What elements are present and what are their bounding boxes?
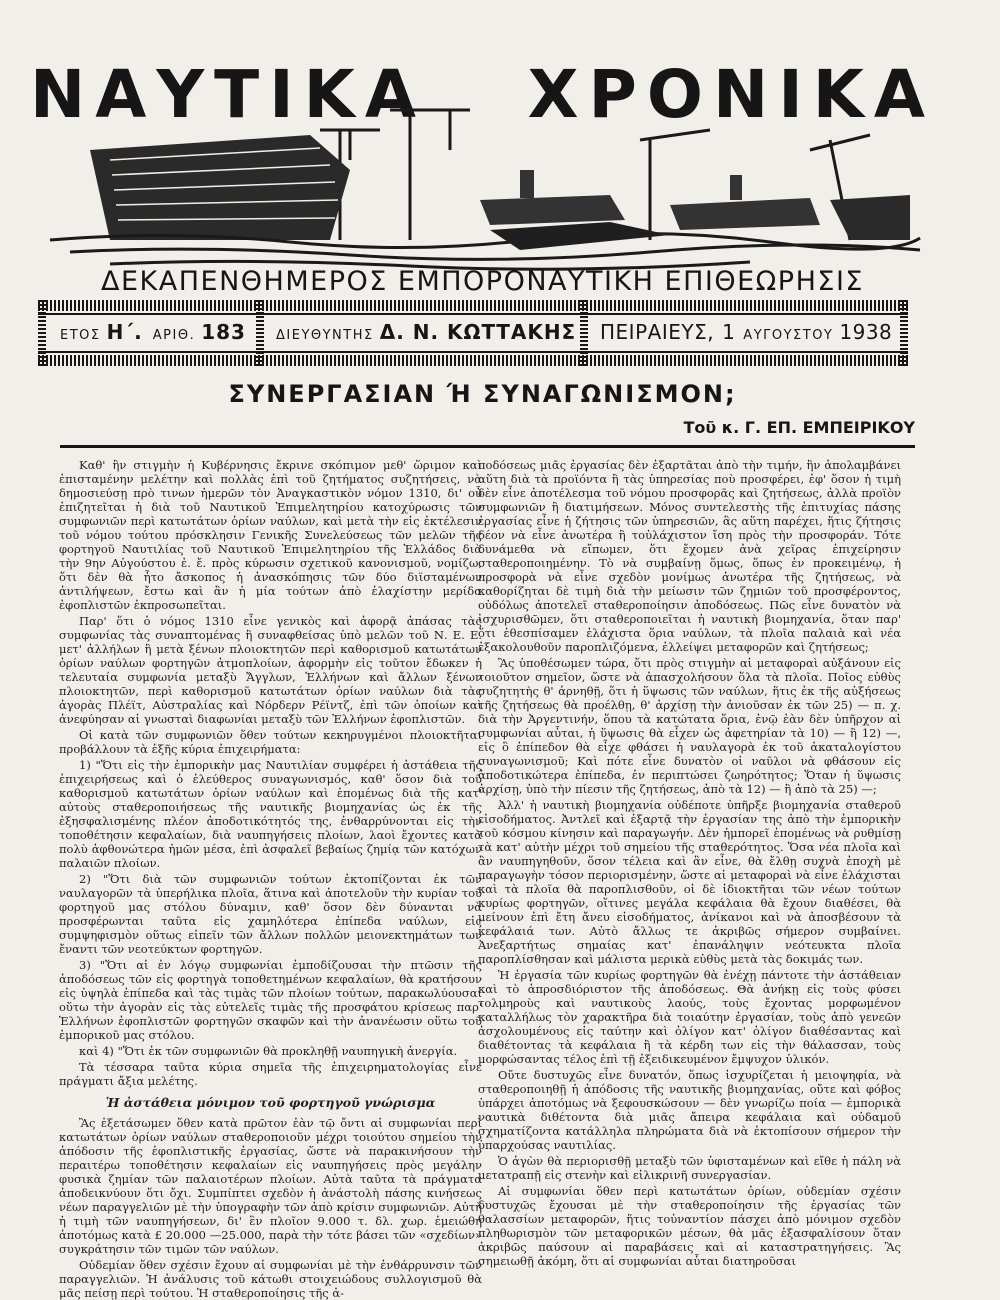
- paragraph: 2) "Ὅτι διὰ τῶν συμφωνιῶν τούτων ἐκτοπίζονται ἐκ τῶν ναυλαγορῶν τὰ ὑπερήλικα πλοῖα, ἅτινα καὶ ἀποτελοῦν τὴν κυρίαν τοῦ φορτηγοῦ μας στόλου δύναμιν, καθ' ὅσον δὲν δύνανται νὰ προσφέρωνται ταῦτα εἰς χαμηλότερα ἐπίπεδα ναύλων, εἰς συμψηφισμὸν οὕτως εἰπεῖν τῶν ἄλλων πολλῶν μειονεκτημάτων των ἔναντι τῶν νεοτεύκτων φορτηγῶν.: [59, 872, 482, 956]
- place: ΠΕΙΡΑΙΕΥΣ,: [600, 320, 715, 344]
- band-divider: [900, 300, 908, 366]
- paragraph: 3) "Ὅτι αἱ ἐν λόγῳ συμφωνίαι ἐμποδίζουσαι τὴν πτῶσιν τῆς ἀποδόσεως τῶν εἰς φορτηγὰ τοποθετημένων κεφαλαίων, θὰ κρατήσουν εἰς ὑψηλὰ ἐπίπεδα καὶ τὰς τιμὰς τῶν πλοίων τούτων, παρακωλύουσαι οὕτω τὴν ἀγορὰν εἰς τὰς εὐτελεῖς τιμὰς τῆς προσφάτου κρίσεως παρ' Ἑλλήνων ἐφοπλιστῶν φορτηγῶν σκαφῶν καὶ τὴν ἀνανέωσιν οὕτω τοῦ ἐμπορικοῦ μας στόλου.: [59, 958, 482, 1042]
- director-label: ΔΙΕΥΘΥΝΤΗΣ: [276, 328, 374, 343]
- article-column-left: [59, 458, 482, 1300]
- year: 1938: [839, 320, 893, 344]
- article-column-right: [478, 458, 901, 1284]
- band-rule: [38, 313, 908, 315]
- day: 1: [722, 320, 736, 344]
- paragraph: Αἱ συμφωνίαι ὅθεν περὶ κατωτάτων ὁρίων, οὐδεμίαν σχέσιν δυστυχῶς ἔχουσαι μὲ τὴν σταθεροποίησιν τῆς ἐργασίας τῶν θαλασσίων μεταφορῶν, ἥτις τοὐναντίον πάσχει ἀπὸ μόνιμον σχεδὸν πληθωρισμὸν τῶν μεταφορικῶν μέσων, θὰ μᾶς ἐξασφαλίσουν ὅταν ἀκριβῶς παύσουν αἱ παραβάσεις καὶ αἱ καταστρατηγήσεις. Ἂς σημειωθῇ ἀκόμη, ὅτι αἱ συμφωνίαι αὗται διατηροῦσαι: [478, 1184, 901, 1268]
- band-rule: [38, 351, 908, 353]
- paragraph: Οὔτε δυστυχῶς εἶνε δυνατόν, ὅπως ἰσχυρίζεται ἡ μειοψηφία, νὰ σταθεροποιηθῇ ἡ ἀπόδοσις τῆς ναυτικῆς βιομηχανίας, οὔτε καὶ φόβος ὑπάρχει ἀποτόμως νὰ ξεφουσκώσουν — δὲν γνωρίζω ποία — ἐμπορικὰ ναυτικὰ διθέτοντα διὰ μιᾶς ἄπειρα κεφάλαια καὶ οὐδαμοῦ σχηματίζοντα κατάλληλα πληρώματα διὰ νὰ ἐκτοπίσουν σήμερον τὴν ὑπαρχούσας ναυτιλίας.: [478, 1068, 901, 1152]
- year-value: Η΄.: [106, 320, 143, 344]
- director: [276, 320, 586, 348]
- issue-value: 183: [201, 320, 246, 344]
- paragraph: Ὁ ἀγὼν θὰ περιορισθῇ μεταξὺ τῶν ὑφισταμένων καὶ εἴθε ἡ πάλη νὰ μετατραπῇ εἰς στενὴν καὶ εἰλικρινῆ συνεργασίαν.: [478, 1154, 901, 1182]
- section-heading: Ἡ ἀστάθεια μόνιμον τοῦ φορτηγοῦ γνώρισμα: [105, 1095, 436, 1110]
- paragraph: καὶ 4) "Ὅτι ἐκ τῶν συμφωνιῶν θὰ προκληθῇ ναυπηγικὴ ἀνεργία.: [79, 1044, 458, 1058]
- harbor-illustration: [50, 90, 920, 270]
- paragraph: Ἂς ὑποθέσωμεν τώρα, ὅτι πρὸς στιγμὴν αἱ μεταφοραὶ αὐξάνουν εἰς τοιοῦτον σημεῖον, ὥστε νὰ ἀπασχολήσουν ὅλα τὰ πλοῖα. Ποῖος εὐθὺς συζητητὴς θ' ἀρνηθῇ, ὅτι ἡ ὕψωσις τῶν ναύλων, ἥτις ἐκ τῆς αὐξήσεως τῆς ζητήσεως θὰ προέλθῃ, θ' ἀρχίσῃ τὴν ἀνιοῦσαν ἐκ τῶν 25) — π. χ. διὰ τὴν Ἀργεντινήν, ὅπου τὰ κατώτατα ὅρια, ἐνῷ ἐὰν δὲν ὑπῆρχον αἱ συμφωνίαι αὗται, ἡ ὕψωσις θὰ εἶχεν ὡς ἀφετηρίαν τὰ 10) — ἢ 12) —, εἰς ὃ ἐπίπεδον θὰ εἶχε φθάσει ἡ ναυλαγορὰ ἐκ τοῦ ἀκαταλογίστου συναγωνισμοῦ; Καὶ πότε εἶνε δυνατὸν οἱ ναῦλοι νὰ φθάσουν εἰς ἀποδοτικώτερα ἐπίπεδα, ἐν περιπτώσει ζωηρότητος; Ὅταν ἡ ὕψωσις ἀρχίσῃ, ὑπὸ τὴν πίεσιν τῆς ζητήσεως, ἀπὸ τὰ 12) — ἢ ἀπὸ τὰ 25) —;: [478, 656, 901, 796]
- article-title: ΣΥΝΕΡΓΑΣΙΑΝ Ή ΣΥΝΑΓΩΝΙΣΜΟΝ;: [228, 380, 737, 408]
- article-byline: Τοῦ κ. Γ. ΕΠ. ΕΜΠΕΙΡΙΚΟΥ: [683, 418, 915, 437]
- year-label: ΕΤΟΣ: [60, 328, 101, 343]
- masthead-subtitle: ΔΕΚΑΠΕΝΘΗΜΕΡΟΣ ΕΜΠΟΡΟΝΑΥΤΙΚΗ ΕΠΙΘΕΩΡΗΣΙΣ: [101, 266, 864, 297]
- issue-number: [60, 320, 256, 348]
- byline-rule: [60, 445, 915, 448]
- paragraph: Ἡ ἐργασία τῶν κυρίως φορτηγῶν θὰ ἐνέχῃ πάντοτε τὴν ἀστάθειαν καὶ τὸ ἀπροσδιόριστον τῆς ἀποδόσεως. Θὰ ἀνήκῃ εἰς τοὺς φύσει τολμηροὺς καὶ ναυτικοὺς λαούς, τοὺς ἔχοντας μορφωμένον καταλλήλως τὸν χαρακτῆρα διὰ τοιαύτην ἐργασίαν, τοὺς ἀπὸ γενεῶν ἀσχολουμένους εἰς ταύτην καὶ ὀλίγον κατ' ὀλίγον διαθέσαντας καὶ διαθέτοντας τὰ κεφάλαια ἢ τὰ κέρδη των εἰς τὴν θάλασσαν, τοὺς μορφώσαντας τέλος ἐπὶ τῇ ἐξειδικευμένον ἔμψυχον ὑλικόν.: [478, 968, 901, 1066]
- paragraph: ποδόσεως μιᾶς ἐργασίας δὲν ἐξαρτᾶται ἀπὸ τὴν τιμήν, ἣν ἀπολαμβάνει αὕτη διὰ τὰ προϊόντα ἢ τὰς ὑπηρεσίας ποὺ προσφέρει, ἐφ' ὅσον ἡ τιμὴ δὲν εἶνε ἀποτέλεσμα τοῦ νόμου προσφορᾶς καὶ ζητήσεως, ἀλλὰ προϊὸν συμφωνιῶν ἢ διατιμήσεων. Μόνος συντελεστὴς τῆς ἐπιτυχίας πάσης ἐργασίας εἶνε ἡ ζήτησις τῶν ὑπηρεσιῶν, ἃς αὕτη παρέχει, ἥτις ζήτησις δέον νὰ εἶνε ἀνωτέρα ἢ τοὐλάχιστον ἴση πρὸς τὴν προσφοράν. Τότε δυνάμεθα νὰ εἴπωμεν, ὅτι ἔχομεν ἀνὰ χεῖρας ἐπιχείρησιν σταθεροποιημένην. Τὸ νὰ συμβαίνῃ ὅμως, ὅπως ἐν προκειμένῳ, ἡ προσφορὰ νὰ εἶνε σχεδὸν μονίμως ἀνωτέρα τῆς ζητήσεως, νὰ καθορίζηται δὲ τιμὴ διὰ τὴν μείωσιν τῶν ζημιῶν τοῦ προσφέροντος, οὐδόλως ἀποτελεῖ σταθεροποίησιν ἀποδόσεως. Πῶς εἶνε δυνατὸν νὰ ἰσχυρισθῶμεν, ὅτι σταθεροποιεῖται ἡ ναυτικὴ βιομηχανία, ὅταν παρ' ὅτι ἐθεσπίσαμεν ἐλάχιστα ὅρια ναύλων, τὰ πλοῖα παλαιὰ καὶ νέα ἐξακολουθοῦν παροπλιζόμενα, ἐλλείψει μεταφορῶν καὶ ζητήσεως;: [478, 458, 901, 654]
- paragraph: Ἂς ἐξετάσωμεν ὅθεν κατὰ πρῶτον ἐὰν τῷ ὄντι αἱ συμφωνίαι περὶ κατωτάτων ὁρίων ναύλων σταθεροποιοῦν μέχρι τοιούτου σημείου τὴν ἀπόδοσιν τῆς ἐφοπλιστικῆς ἐργασίας, ὥστε νὰ παρακινήσουν τὴν περαιτέρω τοποθέτησιν κεφαλαίων εἰς ναυπηγήσεις πρὸς μεγάλην φυσικὰ ζημίαν τῶν παλαιοτέρων πλοίων. Αὐτὰ ταῦτα τὰ πράγματα ἀποδεικνύουν ὅτι ὄχι. Συμπίπτει σχεδὸν ἡ ἀνάστολὴ πάσης κινήσεως νέων παραγγελιῶν μὲ τὴν ὑπογραφὴν τῶν ἀπὸ κρίσιν συμφωνιῶν. Αὐτὴ ἡ τιμὴ τῶν ναυπηγήσεων, δι' ἓν πλοῖον 9.000 τ. δλ. χωρ. ἐμειώθη ἀποτόμως κατὰ £ 20.000 —25.000, παρὰ τὴν τότε βάσει τῶν «σχεδίων» συγκράτησιν τῶν τιμῶν τῶν ναύλων.: [59, 1116, 482, 1256]
- paragraph: Οὐδεμίαν ὅθεν σχέσιν ἔχουν αἱ συμφωνίαι μὲ τὴν ἐνθάρρυνσιν τῶν παραγγελιῶν. Ἡ ἀνάλυσις τοῦ κάτωθι στοιχειώδους συλλογισμοῦ θὰ μᾶς πείσῃ περὶ τούτου. Ἡ σταθεροποίησις τῆς ἀ-: [59, 1258, 482, 1300]
- director-name: Δ. Ν. ΚΩΤΤΑΚΗΣ: [379, 320, 577, 344]
- paragraph: Ἀλλ' ἡ ναυτικὴ βιομηχανία οὐδέποτε ὑπῆρξε βιομηχανία σταθεροῦ εἰσοδήματος. Ἀντλεῖ καὶ ἐξαρτᾷ τὴν ἐργασίαν της ἀπὸ τὴν ἐμπορικὴν τοῦ κόσμου κίνησιν καὶ παραγωγήν. Δὲν ἠμπορεῖ ἑπομένως νὰ ρυθμίσῃ τὰ κατ' αὐτὴν μέχρι τοῦ σημείου τῆς σταθερότητος. Ὅσα νέα πλοῖα καὶ ἂν ναυπηγηθοῦν, ὅσον τέλεια καὶ ἂν εἶνε, θὰ ἔλθῃ συχνὰ ἐποχὴ μὲ παραγωγὴν τόσον περιορισμένην, ὥστε αἱ μεταφοραὶ νὰ εἶνε ἐλάχισται καὶ τὰ πλοῖα θὰ παροπλισθοῦν, οἱ δὲ ἰδιοκτῆται τῶν νέων τούτων κυρίως φορτηγῶν, οἵτινες μεγάλα κεφάλαια θὰ ἔχουν διαθέσει, θὰ μείνουν ἐπὶ ἔτη ἄνευ εἰσοδήματος, ἀνίκανοι καὶ νὰ ἀποσβέσουν τὰ κεφάλαιά των. Αὐτὸ ἄλλως τε ἀκριβῶς σήμερον συμβαίνει. Ἀνεξαρτήτως σημαίας κατ' ἐπανάληψιν νεότευκτα πλοῖα παροπλίσθησαν καὶ μάλιστα μερικὰ εὐθὺς μετὰ τὰς δοκιμάς των.: [478, 798, 901, 966]
- masthead-title-left: ΝΑΥΤΙΚΑ: [30, 56, 426, 133]
- band-top-hatch: [38, 300, 908, 311]
- date-place: [600, 320, 900, 348]
- issue-info-band: [38, 300, 908, 366]
- paragraph: 1) "Ὅτι εἰς τὴν ἐμπορικὴν μας Ναυτιλίαν συμφέρει ἡ ἀστάθεια τῆς ἐπιχειρήσεως καὶ ὁ ἐλεύθερος συναγωνισμός, καθ' ὅσον διὰ τοῦ καθορισμοῦ κατωτάτων ὁρίων ναύλων καὶ ἑπομένως διὰ τῆς κατ' αὐτοὺς σταθεροποιήσεως τῆς ναυτικῆς βιομηχανίας ὡς ἐκ τῆς ἐξησφαλισμένης πλέον ἀποδοτικότητός της, ἐνθαρρύνονται εἰς τὴν τοποθέτησιν κεφαλαίων, διὰ ναυπηγήσεις πλοίων, λαοὶ ἔχοντες κατὰ πολὺ ἀφθονώτερα ἡμῶν μέσα, ἐπὶ ἀσφαλεῖ βεβαίως ζημίᾳ τῶν κατόχων παλαιῶν πλοίων.: [59, 758, 482, 870]
- band-divider: [38, 300, 46, 366]
- paragraph: Τὰ τέσσαρα ταῦτα κύρια σημεῖα τῆς ἐπιχειρηματολογίας εἶνε πράγματι ἄξια μελέτης.: [59, 1060, 482, 1088]
- band-bottom-hatch: [38, 355, 908, 366]
- band-divider: [256, 300, 264, 366]
- month: ΑΥΓΟΥΣΤΟΥ: [743, 328, 834, 343]
- issue-label: ΑΡΙΘ.: [152, 328, 196, 343]
- paragraph: Καθ' ἣν στιγμὴν ἡ Κυβέρνησις ἔκρινε σκόπιμον μεθ' ὥριμον καὶ ἐπισταμένην μελέτην καὶ πολλὰς ἐπὶ τοῦ ζητήματος συζητήσεις, νὰ δημοσιεύσῃ πρὸ τινων ἡμερῶν τὸν Ἀναγκαστικὸν νόμον 1310, δι' οὗ ἐπιζητεῖται ἡ διὰ τοῦ Ναυτικοῦ Ἐπιμελητηρίου κατοχύρωσις τῶν συμφωνιῶν περὶ κατωτάτων ὁρίων ναύλων, καὶ μετὰ τὴν εἰς ἐκτέλεσιν τοῦ νόμου τούτου πρόσκλησιν Γενικῆς Συνελεύσεως τῶν μελῶν τῆς φορτηγοῦ Ναυτιλίας τοῦ Ναυτικοῦ Ἐπιμελητηρίου τῆς Ἑλλάδος διὰ τὴν 9ην Αὐγούστου ἐ. ἔ. πρὸς κύρωσιν σχετικοῦ κανονισμοῦ, νομίζω, ὅτι δὲν θὰ ἦτο ἄσκοπος ἡ ἀνασκόπησις τῶν δύο διϊσταμένων ἀντιλήψεων, ἔστω καὶ ἂν ἡ μία τούτων ἀπὸ ἐλαχίστην μερίδα ἐφοπλιστῶν ἐκπροσωπεῖται.: [59, 458, 482, 612]
- masthead-title-right: ΧΡΟΝΙΚΑ: [527, 56, 935, 133]
- paragraph: Παρ' ὅτι ὁ νόμος 1310 εἶνε γενικὸς καὶ ἀφορᾷ ἁπάσας τὰς συμφωνίας τὰς συναπτομένας ἢ συναφθείσας ὑπὸ μελῶν τοῦ Ν. Ε. Ε. μετ' ἀλλήλων ἢ μετὰ ξένων πλοιοκτητῶν περὶ καθορισμοῦ κατωτάτων ὁρίων ναύλων φορτηγῶν ἀτμοπλοίων, ἀφορμὴν εἰς τοῦτον ἔδωκεν ἡ τελευταία συμφωνία μεταξὺ Ἄγγλων, Ἑλλήνων καὶ ἄλλων ξένων πλοιοκτητῶν, περὶ καθορισμοῦ κατωτάτων ὁρίων ναύλων διὰ τὰς ἀγορὰς Πλέϊτ, Αὐστραλίας καὶ Νόρδερν Ρέϊντζ, ἐπὶ τῶν ὁποίων καὶ ἀνεφύησαν αἱ γνωσταὶ διαφωνίαι μεταξὺ τῶν Ἑλλήνων ἐφοπλιστῶν.: [59, 614, 482, 726]
- paragraph: Οἱ κατὰ τῶν συμφωνιῶν ὅθεν τούτων κεκηρυγμένοι πλοιοκτῆται προβάλλουν τὰ ἑξῆς κύρια ἐπιχειρήματα:: [59, 728, 482, 756]
